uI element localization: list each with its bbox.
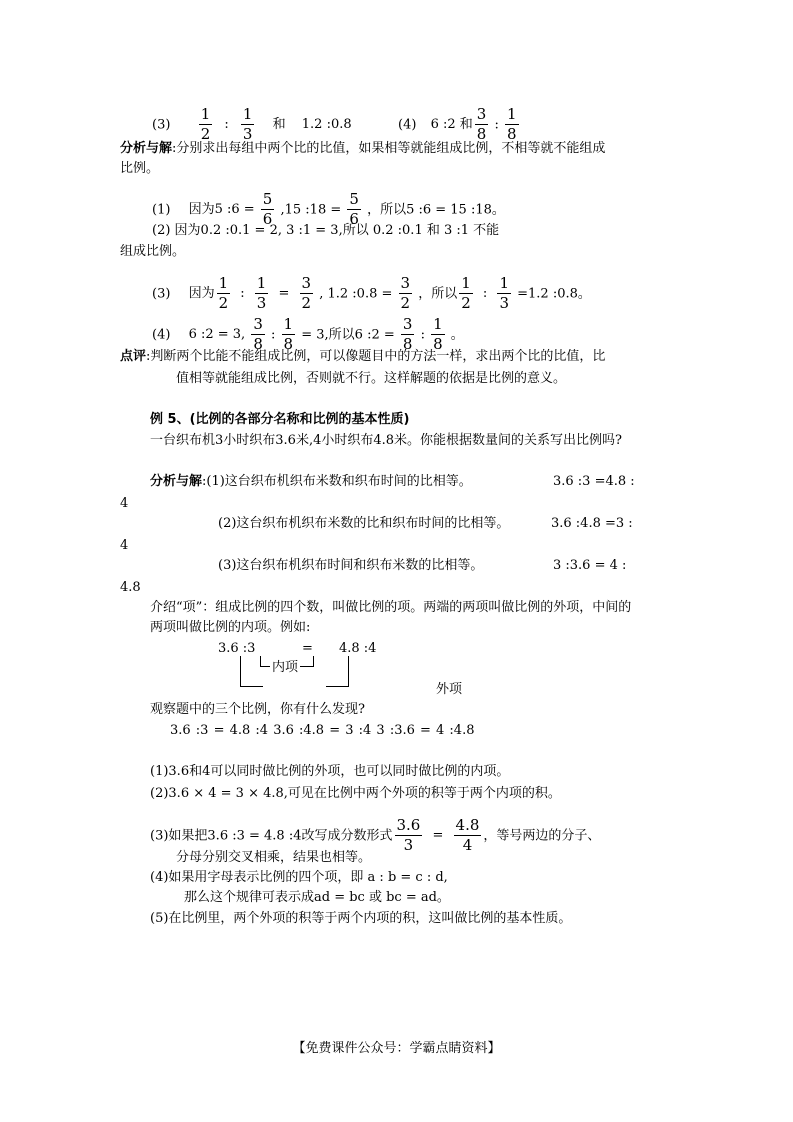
diagram-ratio-right: 4.8 :4	[339, 641, 377, 656]
solution-2-cont: 组成比例。	[120, 244, 186, 259]
intro-paragraph: 介绍“项”：组成比例的四个数，叫做比例的项。两端的两项叫做比例的外项，中间的	[150, 600, 632, 615]
fraction: $\frac{1}{3}$	[242, 105, 253, 144]
analysis-2-wrap-3: 4.8	[120, 580, 141, 595]
analysis-2-wrap-2: 4	[120, 538, 129, 553]
finding-2: (2)3.6 × 4 = 3 × 4.8,可见在比例中两个外项的积等于两个内项的积。	[150, 786, 561, 801]
observe-proportions: 3.6 :3 = 4.8 :4 3.6 :4.8 = 3 :4 3 :3.6 = 4 :4.8	[170, 723, 475, 738]
fraction: $\frac{3}{8}$	[402, 315, 413, 354]
analysis-paragraph-1-cont: 比例。	[120, 161, 160, 176]
fraction: $\frac{3}{8}$	[476, 105, 487, 144]
finding-1: (1)3.6和4可以同时做比例的外项，也可以同时做比例的内项。	[150, 764, 510, 779]
fraction: $\frac{3}{2}$	[400, 274, 411, 313]
fraction: $\frac{5}{6}$	[349, 190, 359, 229]
fraction: $\frac{4.8}{4}$	[455, 816, 480, 855]
inner-term-label: 内项	[272, 660, 299, 675]
analysis-2-ratio-3: 3 :3.6 = 4 :	[553, 558, 627, 573]
finding-3: (3)如果把3.6 :3 = 4.8 :4改写成分数形式 $\frac{3.6}{3}$ = $\frac{4.8}{4}$ ，等号两边的分子、	[150, 816, 601, 855]
fraction: $\frac{1}{8}$	[283, 315, 294, 354]
analysis-2-line-1: 分析与解:(1)这台织布机织布米数和织布时间的比相等。	[150, 474, 472, 489]
fraction: $\frac{1}{2}$	[200, 105, 211, 144]
example-5-title: 例 5、(比例的各部分名称和比例的基本性质)	[150, 412, 410, 427]
top-line-3: (3) $\frac{1}{2}$ : $\frac{1}{3}$ 和 1.2 :0.8	[152, 105, 352, 144]
finding-4: (4)如果用字母表示比例的四个项，即 a : b = c : d,	[150, 870, 448, 885]
diagram-ratio-left: 3.6 :3	[218, 641, 256, 656]
diagram-equals: =	[302, 641, 313, 656]
analysis-2-line-2: (2)这台织布机织布米数的比和织布时间的比相等。	[218, 516, 510, 531]
analysis-paragraph-1: 分析与解:分别求出每组中两个比的比值，如果相等就能组成比例，不相等就不能组成	[120, 141, 606, 156]
fraction: $\frac{1}{8}$	[433, 315, 443, 354]
fraction: $\frac{3.6}{3}$	[396, 816, 421, 855]
top-line-4: (4) 6 :2 和 $\frac{3}{8}$ : $\frac{1}{8}$	[398, 105, 517, 144]
analysis-2-ratio-1: 3.6 :3 =4.8 :	[553, 474, 635, 489]
analysis-2-ratio-2: 3.6 :4.8 =3 :	[551, 516, 633, 531]
finding-3-cont: 分母分别交叉相乘，结果也相等。	[176, 850, 372, 865]
fraction: $\frac{1}{3}$	[256, 274, 267, 313]
footer-note: 【免费课件公众号：学霸点睛资料】	[292, 1041, 501, 1056]
finding-5: (5)在比例里，两个外项的积等于两个内项的积，这叫做比例的基本性质。	[150, 911, 572, 926]
solution-4: (4) 6 :2 = 3, $\frac{3}{8}$ : $\frac{1}{8}$ = 3,所以6 :2 = $\frac{3}{8}$ : $\frac{1}{8}$ 。	[152, 315, 464, 354]
fraction: $\frac{3}{8}$	[253, 315, 263, 354]
solution-2: (2) 因为0.2 :0.1 = 2, 3 :1 = 3,所以 0.2 :0.1 和 3 :1 不能	[152, 223, 500, 238]
example-5-problem: 一台织布机3小时织布3.6米,4小时织布4.8米。你能根据数量间的关系写出比例吗?	[150, 433, 622, 448]
fraction: $\frac{1}{8}$	[506, 105, 517, 144]
outer-bracket-left	[240, 656, 263, 687]
analysis-2-wrap-1: 4	[120, 496, 129, 511]
analysis-2-line-3: (3)这台织布机织布时间和织布米数的比相等。	[218, 558, 484, 573]
fraction: $\frac{1}{3}$	[499, 274, 509, 313]
intro-paragraph-cont: 两项叫做比例的内项。例如:	[150, 620, 311, 635]
solution-3: (3) 因为 $\frac{1}{2}$ : $\frac{1}{3}$ = $\frac{3}{2}$ , 1.2 :0.8 = $\frac{3}{2}$ ，所以 $\frac{1}{2}$ : $\frac{1}{3}$ =1.2 :0.8。	[152, 274, 591, 313]
outer-term-label: 外项	[436, 682, 463, 697]
observe-question: 观察题中的三个比例，你有什么发现?	[150, 702, 365, 717]
fraction: $\frac{5}{6}$	[262, 190, 273, 229]
finding-4-cont: 那么这个规律可表示成ad = bc 或 bc = ad。	[184, 890, 450, 905]
comment-paragraph: 点评:判断两个比能不能组成比例，可以像题目中的方法一样，求出两个比的比值，比	[120, 349, 606, 364]
comment-paragraph-cont: 值相等就能组成比例，否则就不行。这样解题的依据是比例的意义。	[176, 371, 567, 386]
fraction: $\frac{3}{2}$	[301, 274, 312, 313]
fraction: $\frac{1}{2}$	[461, 274, 471, 313]
fraction: $\frac{1}{2}$	[218, 274, 229, 313]
outer-bracket-right	[326, 656, 349, 687]
solution-1: (1) 因为5 :6 = $\frac{5}{6}$ ,15 :18 = $\frac{5}{6}$ ，所以5 :6 = 15 :18。	[152, 190, 505, 229]
